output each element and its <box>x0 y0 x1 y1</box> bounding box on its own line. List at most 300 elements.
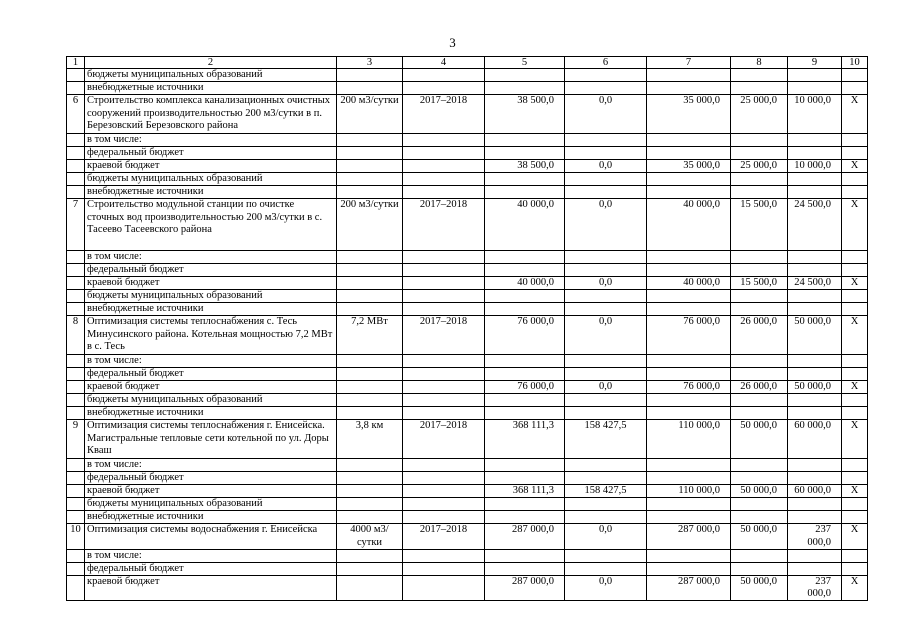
table-cell <box>647 368 731 381</box>
table-row-federal <box>67 368 868 381</box>
table-cell <box>788 563 842 576</box>
regional-col7: 110 000,0 <box>647 485 731 498</box>
table-cell <box>403 303 485 316</box>
table-cell <box>788 550 842 563</box>
table-cell <box>403 472 485 485</box>
row-label: бюджеты муниципальных образований <box>85 290 337 303</box>
table-cell <box>731 498 788 511</box>
table-row-incl <box>67 134 868 147</box>
table-cell <box>647 264 731 277</box>
item-name: Оптимизация системы теплоснабжения г. Енисейска. Магистральные тепловые сети котельной по ул. Доры Кваш <box>85 420 337 459</box>
table-cell <box>788 251 842 264</box>
column-header: 6 <box>565 57 647 69</box>
item-col6: 0,0 <box>565 524 647 550</box>
table-cell <box>565 173 647 186</box>
row-number <box>67 381 85 394</box>
table-cell <box>485 407 565 420</box>
table-row-item <box>67 420 868 459</box>
table-cell <box>485 134 565 147</box>
table-cell <box>788 498 842 511</box>
row-number: 6 <box>67 95 85 134</box>
table-cell <box>565 563 647 576</box>
row-label: краевой бюджет <box>85 277 337 290</box>
item-name: Оптимизация системы водоснабжения г. Енисейска <box>85 524 337 550</box>
table-cell <box>842 368 868 381</box>
table-cell <box>842 498 868 511</box>
table-cell <box>485 147 565 160</box>
table-cell <box>337 186 403 199</box>
row-label: краевой бюджет <box>85 160 337 173</box>
row-label: федеральный бюджет <box>85 264 337 277</box>
table-cell <box>337 472 403 485</box>
regional-col8: 50 000,0 <box>731 485 788 498</box>
row-number <box>67 511 85 524</box>
table-cell <box>731 394 788 407</box>
table-cell <box>731 134 788 147</box>
row-label: в том числе: <box>85 251 337 264</box>
row-number <box>67 277 85 290</box>
item-name: Строительство модульной станции по очистке сточных вод производительностью 200 м3/сутки в с. Тасеево Тасеевского района <box>85 199 337 251</box>
item-col10: X <box>842 316 868 355</box>
table-cell <box>403 251 485 264</box>
row-number <box>67 498 85 511</box>
table-row-regional <box>67 277 868 290</box>
item-col7: 40 000,0 <box>647 199 731 251</box>
row-label: федеральный бюджет <box>85 563 337 576</box>
table-cell <box>403 355 485 368</box>
regional-col7: 40 000,0 <box>647 277 731 290</box>
regional-col10: X <box>842 160 868 173</box>
row-number: 8 <box>67 316 85 355</box>
regional-col9: 24 500,0 <box>788 277 842 290</box>
table-cell <box>485 368 565 381</box>
table-row-municipal <box>67 498 868 511</box>
table-cell <box>337 368 403 381</box>
row-label: внебюджетные источники <box>85 511 337 524</box>
row-number <box>67 563 85 576</box>
table-cell <box>485 550 565 563</box>
item-period: 2017–2018 <box>403 316 485 355</box>
item-col10: X <box>842 199 868 251</box>
table-cell <box>403 394 485 407</box>
regional-col10: X <box>842 277 868 290</box>
row-number <box>67 290 85 303</box>
row-label: внебюджетные источники <box>85 82 337 95</box>
table-cell <box>403 550 485 563</box>
table-cell <box>485 563 565 576</box>
table-cell <box>842 134 868 147</box>
table-cell <box>565 355 647 368</box>
row-number: 7 <box>67 199 85 251</box>
regional-col7: 287 000,0 <box>647 576 731 601</box>
table-cell <box>485 459 565 472</box>
table-cell <box>485 472 565 485</box>
table-cell <box>565 498 647 511</box>
item-col7: 287 000,0 <box>647 524 731 550</box>
table-row-federal <box>67 563 868 576</box>
table-cell <box>647 511 731 524</box>
column-header: 7 <box>647 57 731 69</box>
table-row-extra <box>67 303 868 316</box>
table-cell <box>337 303 403 316</box>
table-cell <box>788 511 842 524</box>
table-cell <box>403 407 485 420</box>
regional-col9: 10 000,0 <box>788 160 842 173</box>
table-cell <box>485 498 565 511</box>
column-header: 4 <box>403 57 485 69</box>
column-header: 2 <box>85 57 337 69</box>
table-row-municipal <box>67 173 868 186</box>
row-label: внебюджетные источники <box>85 303 337 316</box>
table-cell <box>403 576 485 601</box>
table-cell <box>565 511 647 524</box>
table-cell <box>403 498 485 511</box>
table-cell <box>337 407 403 420</box>
table-cell <box>403 186 485 199</box>
table-cell <box>842 472 868 485</box>
column-header: 9 <box>788 57 842 69</box>
table-cell <box>788 290 842 303</box>
table-cell <box>337 134 403 147</box>
row-label: в том числе: <box>85 550 337 563</box>
table-cell <box>403 134 485 147</box>
table-cell <box>337 498 403 511</box>
table-cell <box>565 264 647 277</box>
table-cell <box>337 381 403 394</box>
table-cell <box>731 264 788 277</box>
table-row-federal <box>67 147 868 160</box>
item-period: 2017–2018 <box>403 199 485 251</box>
item-col6: 0,0 <box>565 95 647 134</box>
table-cell <box>485 394 565 407</box>
table-cell <box>788 472 842 485</box>
table-cell <box>337 485 403 498</box>
table-cell <box>647 550 731 563</box>
table-cell <box>731 368 788 381</box>
table-cell <box>842 251 868 264</box>
table-cell <box>403 264 485 277</box>
item-name: Оптимизация системы теплоснабжения с. Тесь Минусинского района. Котельная мощностью 7,2 МВт в с. Тесь <box>85 316 337 355</box>
item-total: 368 111,3 <box>485 420 565 459</box>
row-number <box>67 576 85 601</box>
table-cell <box>731 303 788 316</box>
item-total: 287 000,0 <box>485 524 565 550</box>
table-cell <box>788 186 842 199</box>
table-cell <box>842 563 868 576</box>
table-row-regional <box>67 485 868 498</box>
item-col7: 110 000,0 <box>647 420 731 459</box>
table-cell <box>731 563 788 576</box>
item-col9: 50 000,0 <box>788 316 842 355</box>
table-cell <box>731 472 788 485</box>
table-row-federal <box>67 472 868 485</box>
table-cell <box>731 355 788 368</box>
item-total: 76 000,0 <box>485 316 565 355</box>
table-cell <box>337 147 403 160</box>
row-number <box>67 303 85 316</box>
item-col10: X <box>842 420 868 459</box>
column-header: 10 <box>842 57 868 69</box>
table-cell <box>788 134 842 147</box>
item-capacity: 4000 м3/сутки <box>337 524 403 550</box>
table-cell <box>565 394 647 407</box>
regional-total: 38 500,0 <box>485 160 565 173</box>
table-row-incl <box>67 550 868 563</box>
table-cell <box>337 355 403 368</box>
table-cell <box>403 511 485 524</box>
table-row-municipal <box>67 290 868 303</box>
item-col6: 158 427,5 <box>565 420 647 459</box>
table-cell <box>337 160 403 173</box>
table-cell <box>565 407 647 420</box>
table-cell <box>788 264 842 277</box>
table-cell <box>647 173 731 186</box>
regional-total: 76 000,0 <box>485 381 565 394</box>
table-row-incl <box>67 251 868 264</box>
table-cell <box>647 251 731 264</box>
regional-col9: 50 000,0 <box>788 381 842 394</box>
table-cell <box>485 251 565 264</box>
row-number <box>67 394 85 407</box>
table-cell <box>337 550 403 563</box>
regional-col8: 26 000,0 <box>731 381 788 394</box>
table-cell <box>403 368 485 381</box>
table-cell <box>403 459 485 472</box>
table-row-regional <box>67 160 868 173</box>
table-cell <box>647 186 731 199</box>
table-cell <box>788 355 842 368</box>
regional-col8: 25 000,0 <box>731 160 788 173</box>
table-cell <box>842 186 868 199</box>
regional-col6: 0,0 <box>565 277 647 290</box>
table-cell <box>842 355 868 368</box>
row-number <box>67 550 85 563</box>
table-row-regional <box>67 576 868 601</box>
row-label: бюджеты муниципальных образований <box>85 69 337 82</box>
table-row-incl <box>67 355 868 368</box>
row-label: бюджеты муниципальных образований <box>85 394 337 407</box>
regional-col6: 158 427,5 <box>565 485 647 498</box>
table-cell <box>788 394 842 407</box>
table-cell <box>565 459 647 472</box>
table-cell <box>842 303 868 316</box>
table-cell <box>788 368 842 381</box>
table-cell <box>403 147 485 160</box>
table-cell <box>403 485 485 498</box>
table-cell <box>403 563 485 576</box>
row-number: 10 <box>67 524 85 550</box>
table-cell <box>731 459 788 472</box>
table-cell <box>788 407 842 420</box>
table-cell <box>565 290 647 303</box>
row-number <box>67 186 85 199</box>
item-col6: 0,0 <box>565 316 647 355</box>
column-header: 5 <box>485 57 565 69</box>
regional-col7: 76 000,0 <box>647 381 731 394</box>
table-cell <box>647 498 731 511</box>
table-cell <box>565 251 647 264</box>
table-cell <box>485 303 565 316</box>
table-cell <box>485 511 565 524</box>
item-capacity: 3,8 км <box>337 420 403 459</box>
table-row-municipal <box>67 69 868 82</box>
row-number: 9 <box>67 420 85 459</box>
table-cell <box>647 303 731 316</box>
table-cell <box>647 459 731 472</box>
table-cell <box>337 264 403 277</box>
table-cell <box>788 303 842 316</box>
item-col10: X <box>842 524 868 550</box>
item-capacity: 200 м3/сутки <box>337 199 403 251</box>
table-row-item <box>67 199 868 251</box>
table-cell <box>485 355 565 368</box>
table-row-federal <box>67 264 868 277</box>
table-cell <box>647 563 731 576</box>
regional-col6: 0,0 <box>565 160 647 173</box>
budget-table <box>66 56 868 601</box>
table-cell <box>485 290 565 303</box>
item-col9: 10 000,0 <box>788 95 842 134</box>
row-number <box>67 407 85 420</box>
table-cell <box>485 173 565 186</box>
table-row-extra <box>67 82 868 95</box>
row-number <box>67 355 85 368</box>
row-number <box>67 472 85 485</box>
table-cell <box>403 381 485 394</box>
table-cell <box>565 368 647 381</box>
item-col8: 50 000,0 <box>731 524 788 550</box>
row-label: краевой бюджет <box>85 381 337 394</box>
table-cell <box>337 277 403 290</box>
row-label: бюджеты муниципальных образований <box>85 498 337 511</box>
table-cell <box>565 303 647 316</box>
table-cell <box>337 251 403 264</box>
regional-col7: 35 000,0 <box>647 160 731 173</box>
table-cell <box>788 173 842 186</box>
row-number <box>67 173 85 186</box>
column-header: 1 <box>67 57 85 69</box>
row-label: краевой бюджет <box>85 576 337 601</box>
item-col10: X <box>842 95 868 134</box>
row-number <box>67 134 85 147</box>
table-cell <box>731 173 788 186</box>
table-row-item <box>67 316 868 355</box>
item-period: 2017–2018 <box>403 95 485 134</box>
item-period: 2017–2018 <box>403 524 485 550</box>
column-header: 8 <box>731 57 788 69</box>
row-label: в том числе: <box>85 459 337 472</box>
table-cell <box>842 290 868 303</box>
row-number <box>67 264 85 277</box>
table-cell <box>565 472 647 485</box>
regional-col10: X <box>842 576 868 601</box>
row-label: в том числе: <box>85 134 337 147</box>
table-row-item <box>67 524 868 550</box>
row-number <box>67 160 85 173</box>
row-number <box>67 368 85 381</box>
regional-total: 40 000,0 <box>485 277 565 290</box>
table-cell <box>647 147 731 160</box>
table-cell <box>731 251 788 264</box>
row-label: краевой бюджет <box>85 485 337 498</box>
table-cell <box>647 290 731 303</box>
table-cell <box>842 147 868 160</box>
row-number <box>67 485 85 498</box>
row-number <box>67 251 85 264</box>
table-cell <box>485 264 565 277</box>
table-cell <box>647 472 731 485</box>
table-cell <box>337 511 403 524</box>
item-capacity: 200 м3/сутки <box>337 95 403 134</box>
table-cell <box>337 173 403 186</box>
table-cell <box>565 134 647 147</box>
table-row-municipal <box>67 394 868 407</box>
table-cell <box>403 173 485 186</box>
table-row-incl <box>67 459 868 472</box>
table-cell <box>337 394 403 407</box>
row-label: бюджеты муниципальных образований <box>85 173 337 186</box>
regional-col8: 15 500,0 <box>731 277 788 290</box>
row-label: внебюджетные источники <box>85 186 337 199</box>
table-cell <box>647 134 731 147</box>
table-cell <box>731 290 788 303</box>
regional-col9: 60 000,0 <box>788 485 842 498</box>
regional-col9: 237 000,0 <box>788 576 842 601</box>
table-row-extra <box>67 186 868 199</box>
table-cell <box>403 290 485 303</box>
regional-col6: 0,0 <box>565 381 647 394</box>
row-label: федеральный бюджет <box>85 368 337 381</box>
row-label: федеральный бюджет <box>85 147 337 160</box>
table-cell <box>842 407 868 420</box>
table-cell <box>842 550 868 563</box>
table-cell <box>565 147 647 160</box>
table-cell <box>565 550 647 563</box>
table-cell <box>337 459 403 472</box>
table-row-extra <box>67 407 868 420</box>
item-col8: 25 000,0 <box>731 95 788 134</box>
table-row-item <box>67 95 868 134</box>
table-cell <box>403 160 485 173</box>
table-cell <box>842 459 868 472</box>
table-row-extra <box>67 511 868 524</box>
item-col7: 76 000,0 <box>647 316 731 355</box>
item-col6: 0,0 <box>565 199 647 251</box>
table-cell <box>842 173 868 186</box>
table-cell <box>788 459 842 472</box>
table-cell <box>842 511 868 524</box>
table-cell <box>565 186 647 199</box>
regional-col10: X <box>842 485 868 498</box>
table-cell <box>788 147 842 160</box>
item-col8: 50 000,0 <box>731 420 788 459</box>
item-total: 40 000,0 <box>485 199 565 251</box>
item-col9: 24 500,0 <box>788 199 842 251</box>
table-cell <box>337 576 403 601</box>
table-cell <box>485 186 565 199</box>
table-cell <box>403 277 485 290</box>
item-col9: 237 000,0 <box>788 524 842 550</box>
regional-total: 368 111,3 <box>485 485 565 498</box>
regional-col6: 0,0 <box>565 576 647 601</box>
table-cell <box>647 407 731 420</box>
table-cell <box>731 147 788 160</box>
item-col8: 26 000,0 <box>731 316 788 355</box>
item-period: 2017–2018 <box>403 420 485 459</box>
page-number: 3 <box>449 35 456 50</box>
row-number <box>67 459 85 472</box>
regional-col8: 50 000,0 <box>731 576 788 601</box>
